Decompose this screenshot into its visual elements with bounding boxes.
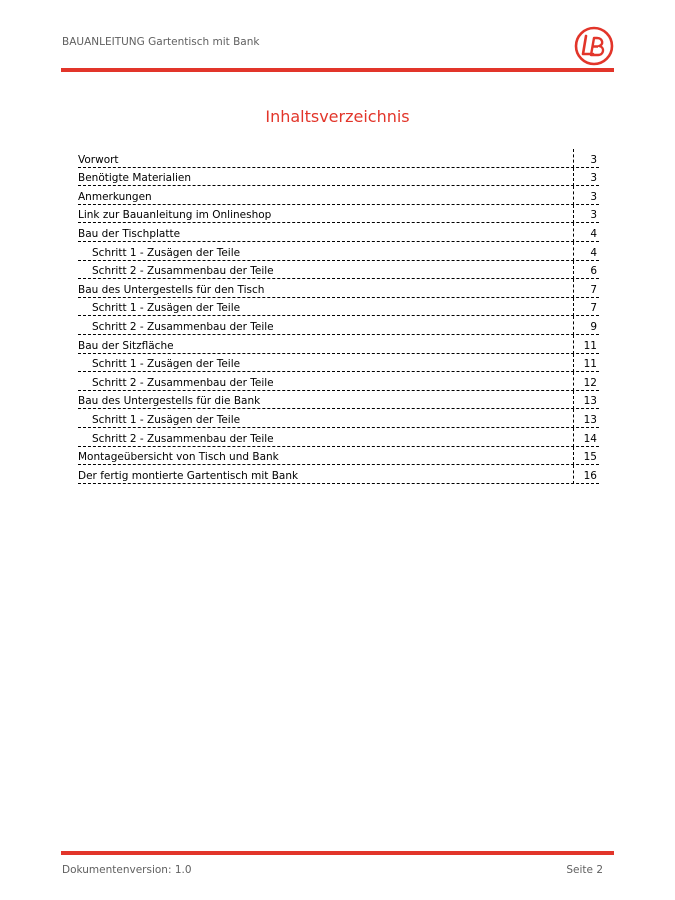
toc-entry[interactable]	[78, 279, 599, 298]
toc-entry[interactable]	[78, 372, 599, 391]
toc-entry-title: Bau des Untergestells für den Tisch	[78, 283, 265, 296]
toc-separator	[573, 354, 574, 373]
toc-separator	[573, 409, 574, 428]
toc-separator	[573, 242, 574, 261]
toc-entry-title: Schritt 1 - Zusägen der Teile	[92, 413, 241, 426]
toc-entry-page: 11	[583, 358, 597, 371]
toc-entry-title: Benötigte Materialien	[78, 172, 192, 185]
toc-entry-page: 3	[590, 209, 597, 222]
toc-entry-page: 7	[590, 283, 597, 296]
toc-entry-title: Bau der Sitzfläche	[78, 339, 174, 352]
toc-entry[interactable]	[78, 298, 599, 317]
toc-entry-title: Anmerkungen	[78, 190, 152, 203]
toc-entry[interactable]	[78, 354, 599, 373]
toc-separator	[573, 261, 574, 280]
toc-entry[interactable]	[78, 409, 599, 428]
toc-entry-title: Bau der Tischplatte	[78, 227, 181, 240]
toc-entry-page: 4	[590, 246, 597, 259]
toc-separator	[573, 168, 574, 187]
toc-entry-page: 7	[590, 302, 597, 315]
toc-entry-page: 3	[590, 153, 597, 166]
toc-entry-page: 9	[590, 320, 597, 333]
toc-separator	[573, 149, 574, 168]
toc-entry-page: 13	[583, 395, 597, 408]
toc-entry[interactable]	[78, 205, 599, 224]
toc-separator	[573, 279, 574, 298]
toc-entry[interactable]	[78, 447, 599, 466]
toc-entry[interactable]	[78, 428, 599, 447]
toc-separator	[573, 186, 574, 205]
toc-entry-page: 12	[583, 376, 597, 389]
toc-separator	[573, 372, 574, 391]
toc-entry-title: Link zur Bauanleitung im Onlineshop	[78, 209, 272, 222]
toc-entry-title: Vorwort	[78, 153, 119, 166]
toc-heading: Inhaltsverzeichnis	[265, 107, 410, 126]
toc-entry[interactable]	[78, 149, 599, 168]
toc-separator	[573, 205, 574, 224]
toc-entry-page: 15	[583, 451, 597, 464]
toc-entry[interactable]	[78, 261, 599, 280]
toc-entry-title: Schritt 2 - Zusammenbau der Teile	[92, 432, 274, 445]
toc-entry[interactable]	[78, 391, 599, 410]
toc-entry-page: 16	[583, 469, 597, 482]
toc-entry-title: Schritt 2 - Zusammenbau der Teile	[92, 320, 274, 333]
toc-entry[interactable]	[78, 465, 599, 484]
toc-entry-title: Bau des Untergestells für die Bank	[78, 395, 261, 408]
toc-entry-page: 6	[590, 265, 597, 278]
footer-rule	[61, 851, 614, 855]
toc-entry-title: Schritt 1 - Zusägen der Teile	[92, 358, 241, 371]
toc-entry-page: 3	[590, 190, 597, 203]
toc-entry-page: 14	[583, 432, 597, 445]
toc-entry[interactable]	[78, 242, 599, 261]
header-title: BAUANLEITUNG Gartentisch mit Bank	[62, 36, 260, 48]
table-of-contents	[78, 149, 599, 484]
toc-separator	[573, 428, 574, 447]
toc-entry-title: Schritt 1 - Zusägen der Teile	[92, 246, 241, 259]
brand-logo-icon	[574, 26, 614, 66]
toc-entry-page: 3	[590, 172, 597, 185]
toc-separator	[573, 316, 574, 335]
toc-entry-title: Montageübersicht von Tisch und Bank	[78, 451, 279, 464]
toc-separator	[573, 465, 574, 484]
toc-separator	[573, 335, 574, 354]
toc-entry-title: Schritt 2 - Zusammenbau der Teile	[92, 265, 274, 278]
toc-entry-page: 11	[583, 339, 597, 352]
toc-separator	[573, 223, 574, 242]
page-number: Seite 2	[566, 864, 603, 876]
toc-separator	[573, 447, 574, 466]
toc-entry-title: Schritt 1 - Zusägen der Teile	[92, 302, 241, 315]
toc-entry[interactable]	[78, 335, 599, 354]
header-rule	[61, 68, 614, 72]
document-version: Dokumentenversion: 1.0	[62, 864, 192, 876]
toc-entry[interactable]	[78, 223, 599, 242]
toc-separator	[573, 391, 574, 410]
toc-entry[interactable]	[78, 316, 599, 335]
toc-entry-page: 4	[590, 227, 597, 240]
toc-entry[interactable]	[78, 168, 599, 187]
toc-entry-page: 13	[583, 413, 597, 426]
toc-entry-title: Der fertig montierte Gartentisch mit Bank	[78, 469, 299, 482]
toc-separator	[573, 298, 574, 317]
toc-entry[interactable]	[78, 186, 599, 205]
toc-entry-title: Schritt 2 - Zusammenbau der Teile	[92, 376, 274, 389]
